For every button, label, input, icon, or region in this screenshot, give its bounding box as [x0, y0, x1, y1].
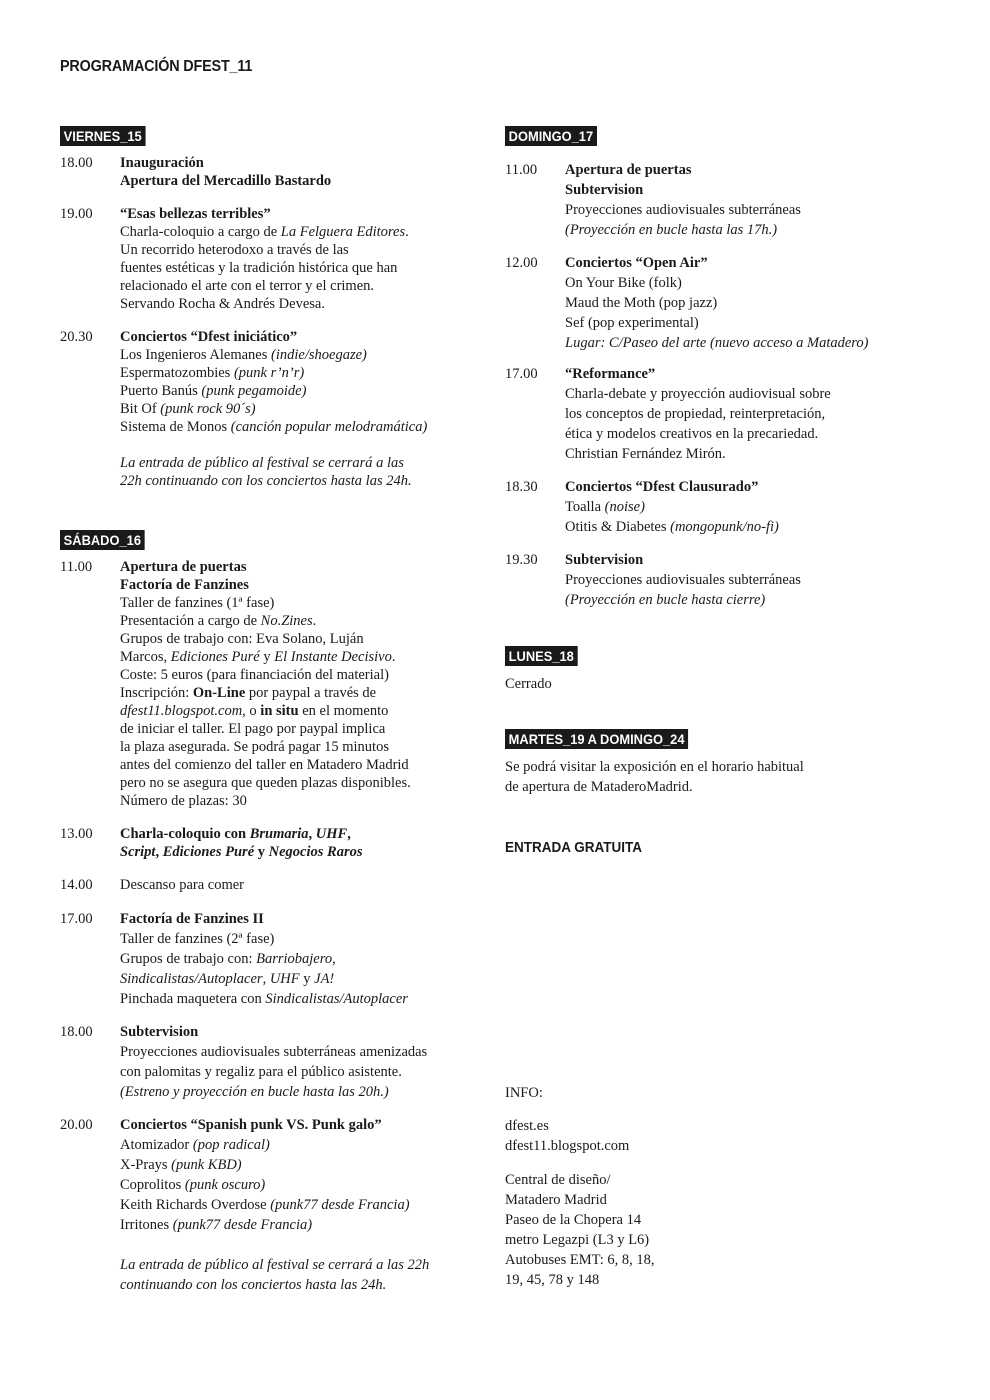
day-header-sabado: SÁBADO_16 [60, 530, 145, 550]
event-note: (Proyección en bucle hasta las 17h.) [565, 222, 778, 238]
event-line: con palomitas y regaliz para el público asistente. [120, 1064, 402, 1080]
band-line: On Your Bike (folk) [565, 275, 682, 291]
event-note: (Estreno y proyección en bucle hasta las 20h.) [120, 1084, 389, 1100]
event-line: Coste: 5 euros (para financiación del material) [120, 667, 389, 683]
event-title: Script, Ediciones Puré y Negocios Raros [120, 844, 363, 860]
event-subtitle: Factoría de Fanzines [120, 577, 249, 593]
event-note: La entrada de público al festival se cerrará a las 22h [120, 1257, 430, 1273]
event-line: la plaza asegurada. Se podrá pagar 15 minutos [120, 739, 389, 755]
event-title: Inauguración [120, 155, 204, 171]
event-note: La entrada de público al festival se cerrará a las [120, 455, 404, 471]
event-subtitle: Apertura del Mercadillo Bastardo [120, 173, 332, 189]
event-line: Christian Fernández Mirón. [565, 446, 726, 462]
event-line: Charla-debate y proyección audiovisual sobre [565, 386, 831, 402]
event-line: dfest11.blogspot.com, o in situ en el momento [120, 703, 389, 719]
event-title: Conciertos “Spanish punk VS. Punk galo” [120, 1117, 382, 1133]
page-title: PROGRAMACIÓN DFEST_11 [60, 58, 253, 75]
event-line: pero no se asegura que queden plazas disponibles. [120, 775, 411, 791]
event-line: fuentes estéticas y la tradición histórica que han [120, 260, 398, 276]
event-note: Lugar: C/Paseo del arte (nuevo acceso a Matadero) [565, 335, 869, 351]
event-line: Presentación a cargo de No.Zines. [120, 613, 317, 629]
event-line: Número de plazas: 30 [120, 793, 247, 809]
event-time: 12.00 [505, 255, 538, 271]
event-line: Grupos de trabajo con: Eva Solano, Luján [120, 631, 364, 647]
day-header-viernes: VIERNES_15 [60, 126, 145, 146]
info-label: INFO: [505, 1085, 543, 1101]
event-line: Pinchada maquetera con Sindicalistas/Autoplacer [120, 991, 408, 1007]
band-line: Sistema de Monos (canción popular melodramática) [120, 419, 428, 435]
event-title: Subtervision [565, 552, 644, 568]
band-line: Maud the Moth (pop jazz) [565, 295, 718, 311]
event-line: Inscripción: On-Line por paypal a través de [120, 685, 377, 701]
band-line: Irritones (punk77 desde Francia) [120, 1217, 313, 1233]
event-time: 11.00 [60, 559, 93, 575]
event-subtitle: Subtervision [565, 182, 644, 198]
info-link[interactable]: dfest11.blogspot.com [505, 1138, 630, 1154]
event-title: “Esas bellezas terribles” [120, 206, 271, 222]
event-line: Marcos, Ediciones Puré y El Instante Decisivo. [120, 649, 396, 665]
band-line: Atomizador (pop radical) [120, 1137, 270, 1153]
event-line: Proyecciones audiovisuales subterráneas [565, 572, 801, 588]
band-line: Espermatozombies (punk r’n’r) [120, 365, 305, 381]
event-note: continuando con los conciertos hasta las 24h. [120, 1277, 387, 1293]
event-title: Apertura de puertas [120, 559, 247, 575]
event-note: 22h continuando con los conciertos hasta las 24h. [120, 473, 412, 489]
band-line: Bit Of (punk rock 90´s) [120, 401, 256, 417]
event-line: Taller de fanzines (1ª fase) [120, 595, 275, 611]
event-line: relacionado el arte con el terror y el crimen. [120, 278, 375, 294]
event-title: “Reformance” [565, 366, 656, 382]
event-time: 13.00 [60, 826, 93, 842]
event-line: los conceptos de propiedad, reinterpretación, [565, 406, 826, 422]
band-line: Puerto Banús (punk pegamoide) [120, 383, 307, 399]
event-time: 19.30 [505, 552, 538, 568]
band-line: Otitis & Diabetes (mongopunk/no-fi) [565, 519, 779, 535]
event-line: Grupos de trabajo con: Barriobajero, [120, 951, 336, 967]
day-header-domingo: DOMINGO_17 [505, 126, 597, 146]
event-line: Un recorrido heterodoxo a través de las [120, 242, 349, 258]
event-line: Sindicalistas/Autoplacer, UHF y JA! [120, 971, 335, 987]
event-title: Conciertos “Dfest Clausurado” [565, 479, 759, 495]
event-time: 18.30 [505, 479, 538, 495]
info-link[interactable]: dfest.es [505, 1118, 549, 1134]
event-title: Conciertos “Dfest iniciático” [120, 329, 298, 345]
event-title: Subtervision [120, 1024, 199, 1040]
event-title: Apertura de puertas [565, 162, 692, 178]
event-line: Charla-coloquio a cargo de La Felguera Editores. [120, 224, 409, 240]
martes-text: Se podrá visitar la exposición en el horario habitual de apertura de MataderoMadrid. [505, 759, 804, 795]
event-time: 18.00 [60, 1024, 93, 1040]
event-time: 14.00 [60, 877, 93, 893]
event-title: Descanso para comer [120, 877, 244, 893]
band-line: Toalla (noise) [565, 499, 645, 515]
band-line: X-Prays (punk KBD) [120, 1157, 242, 1173]
day-header-lunes: LUNES_18 [505, 646, 578, 666]
event-time: 19.00 [60, 206, 93, 222]
day-header-martes-domingo: MARTES_19 A DOMINGO_24 [505, 729, 688, 749]
event-title: Factoría de Fanzines II [120, 911, 264, 927]
event-time: 18.00 [60, 155, 93, 171]
event-line: Taller de fanzines (2ª fase) [120, 931, 275, 947]
event-line: de iniciar el taller. El pago por paypal implica [120, 721, 386, 737]
event-line: Proyecciones audiovisuales subterráneas [565, 202, 801, 218]
event-line: ética y modelos creativos en la precariedad. [565, 426, 819, 442]
band-line: Sef (pop experimental) [565, 315, 699, 331]
event-time: 11.00 [505, 162, 538, 178]
event-title: Charla-coloquio con Brumaria, UHF, [120, 826, 351, 842]
info-address: Central de diseño/ Matadero Madrid Paseo de la Chopera 14 metro Legazpi (L3 y L6) Autobuses EMT: 6, 8, 18, 19, 45, 78 y 148 [505, 1172, 655, 1288]
event-line: antes del comienzo del taller en Matadero Madrid [120, 757, 409, 773]
band-line: Keith Richards Overdose (punk77 desde Francia) [120, 1197, 410, 1213]
lunes-status: Cerrado [505, 676, 552, 692]
entrada-gratuita: ENTRADA GRATUITA [505, 839, 642, 856]
band-line: Los Ingenieros Alemanes (indie/shoegaze) [120, 347, 367, 363]
event-time: 20.30 [60, 329, 93, 345]
info-websites [505, 1116, 629, 1156]
event-time: 20.00 [60, 1117, 93, 1133]
band-line: Coprolitos (punk oscuro) [120, 1177, 266, 1193]
event-time: 17.00 [60, 911, 93, 927]
event-title: Conciertos “Open Air” [565, 255, 708, 271]
event-note: (Proyección en bucle hasta cierre) [565, 592, 766, 608]
event-line: Servando Rocha & Andrés Devesa. [120, 296, 325, 312]
event-time: 17.00 [505, 366, 538, 382]
event-line: Proyecciones audiovisuales subterráneas amenizadas [120, 1044, 428, 1060]
